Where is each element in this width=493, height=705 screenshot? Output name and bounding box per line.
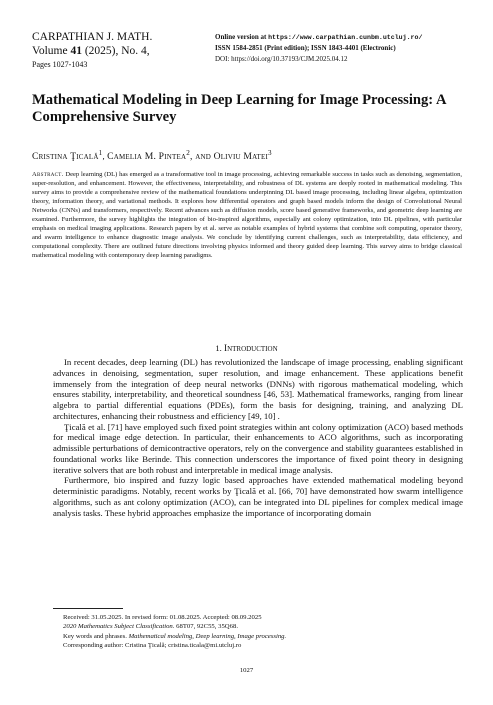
issn-line: ISSN 1584-2851 (Print edition); ISSN 1843-4401 (Electronic): [215, 44, 396, 52]
footnote-corresponding: Corresponding author: Cristina Ţicală; cristina.ticala@mi.utcluj.ro: [63, 642, 242, 650]
online-url-link[interactable]: https://www.carpathian.cunbm.utcluj.ro/: [268, 34, 423, 41]
paragraph-1: In recent decades, deep learning (DL) has revolutionized the landscape of image processing, enabling significant advances in denoising, segmentation, super resolution, and image enhancement. These applications benefit immensely from the integration of deep neural networks (DNNs) with rigorous mathematical modeling, which ensures stability, interpretability, and theoretical soundness [46, 53]. Mathematical frameworks, ranging from linear algebra to partial differential equations (PDEs), form the basis for designing, training, and analyzing DL architectures, enhancing their robustness and efficiency [49, 10] .: [53, 357, 463, 421]
journal-volume: Volume 41 (2025), No. 4,: [32, 45, 150, 57]
footnotes: [63, 613, 463, 651]
abstract-label: Abstract.: [32, 171, 64, 178]
author-2: Camelia M. Pintea: [107, 150, 187, 162]
section-heading: 1. Introduction: [215, 343, 278, 354]
doi-link[interactable]: DOI: https://doi.org/10.37193/CJM.2025.04.12: [215, 55, 348, 63]
author-list: Cristina Ţicală$^1$, Camelia M. Pintea$^2$, and Oliviu Matei$^3$: [32, 149, 272, 162]
footnote-dates: Received: 31.05.2025. In revised form: 01.08.2025. Accepted: 08.09.2025: [63, 614, 262, 621]
paper-title: Mathematical Modeling in Deep Learning for Image Processing: A Comprehensive Survey: [32, 92, 446, 125]
body-text: [53, 357, 463, 518]
page-number: 1027: [239, 667, 254, 674]
journal-pages: Pages 1027-1043: [32, 60, 88, 69]
paragraph-2: Ţicală et al. [71] have employed such fixed point strategies within ant colony optimization (ACO) based methods for medical image edge detection. In particular, their enhancements to ACO algorithms, such as incorporating admissible perturbations of demicontractive operators, rely on the convergence and stability guarantees established in foundational works like Berinde. This connection underscores the importance of fixed point theory in designing iterative solvers that are both robust and interpretable in medical image analysis.: [53, 421, 463, 475]
footnote-keywords: Key words and phrases. Mathematical modeling, Deep learning, Image processing.: [63, 632, 287, 640]
paragraph-3: Furthermore, bio inspired and fuzzy logic based approaches have extended mathematical modeling beyond deterministic paradigms. Notably, recent works by Ţicală et al. [66, 70] have demonstrated how swarm intelligence algorithms, such as ant colony optimization (ACO), can be integrated into DL pipelines for complex medical image analysis tasks. These hybrid approaches emphasize the importance of incorporating domain: [53, 475, 463, 518]
footnote-rule: [53, 608, 123, 609]
journal-header: [32, 30, 212, 71]
footnote-msc: 2020 Mathematics Subject Classification. 68T07, 92C55, 35Q68.: [63, 623, 238, 631]
author-3: Oliviu Matei: [213, 150, 269, 162]
online-version: Online version at https://www.carpathian.cunbm.utcluj.ro/: [215, 33, 423, 41]
abstract-text: Deep learning (DL) has emerged as a transformative tool in image processing, achieving remarkable success in tasks such as denoising, segmentation, super-resolution, and enhancement. However, the effectiveness, interpretability, and robustness of DL systems are deeply rooted in mathematical modeling. This survey aims to provide a comprehensive review of the mathematical foundations underpinning DL based image processing, including linear algebra, optimization theory, information theory, and variational methods. It explores how differential operators and graph based models inform the design of Convolutional Neural Networks (CNNs) and transformers, respectively. Recent advances such as diffusion models, score based generative frameworks, and geometric deep learning are examined. Furthermore, the survey highlights the integration of bio-inspired algorithms, especially ant colony optimization, into DL pipelines, with particular emphasis on medical imaging applications. Research papers by et al. serve as notable examples of hybrid systems that combine soft computing, operator theory, and swarm intelligence to enhance diagnostic image analysis. We conclude by identifying current challenges, such as interpretability, data efficiency, and computational complexity. There are outlined future directions involving physics informed and theory guided deep learning. This survey aims to bridge classical mathematical modeling with contemporary deep learning paradigms.: [32, 171, 462, 260]
publication-info: [215, 32, 475, 65]
abstract: [32, 170, 462, 260]
author-1: Cristina Ţicală: [32, 150, 99, 162]
journal-name: CARPATHIAN J. MATH.: [32, 31, 153, 43]
